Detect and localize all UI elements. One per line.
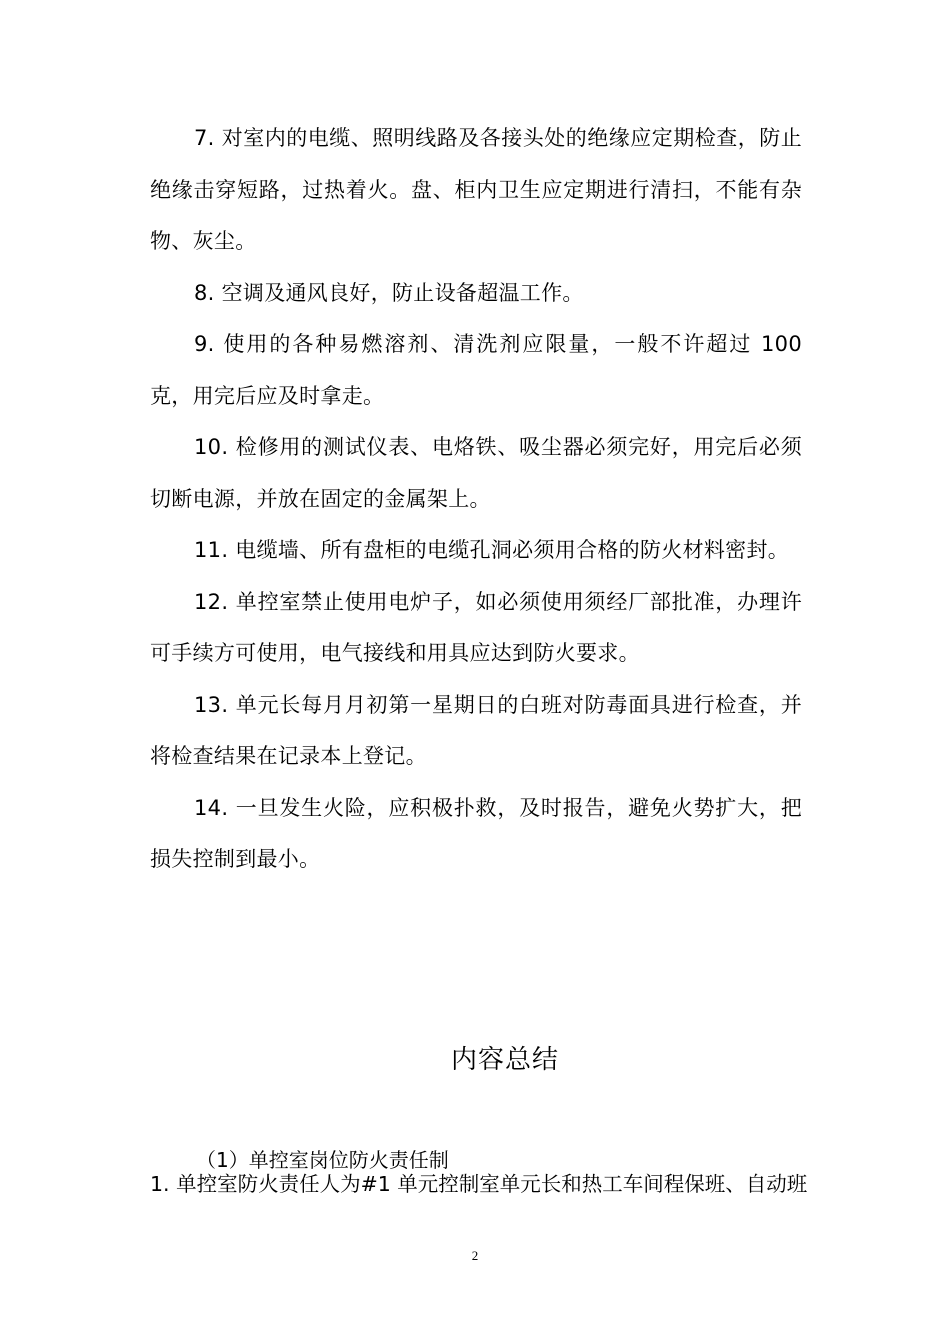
rule-paragraph-8: 8. 空调及通风良好，防止设备超温工作。 <box>194 280 584 305</box>
rule-paragraph-7: 7. 对室内的电缆、照明线路及各接头处的绝缘应定期检查，防止绝缘击穿短路，过热着火。盘、柜内卫生应定期进行清扫，不能有杂物、灰尘。 <box>150 126 802 253</box>
rule-paragraph-14: 14. 一旦发生火险，应积极扑救，及时报告，避免火势扩大，把损失控制到最小。 <box>150 795 802 871</box>
section-first-line: 1. 单控室防火责任人为#1 单元控制室单元长和热工车间程保班、自动班 <box>150 1172 808 1196</box>
rules-list <box>150 113 802 886</box>
rule-paragraph-11: 11. 电缆墙、所有盘柜的电缆孔洞必须用合格的防火材料密封。 <box>194 538 790 562</box>
rule-paragraph-9: 9. 使用的各种易燃溶剂、清洗剂应限量，一般不许超过 100 克，用完后应及时拿走。 <box>150 332 802 408</box>
summary-title: 内容总结 <box>450 1045 559 1075</box>
page-number: 2 <box>471 1248 479 1263</box>
section-sub-heading: （1）单控室岗位防火责任制 <box>196 1148 449 1172</box>
rule-paragraph-13: 13. 单元长每月月初第一星期日的白班对防毒面具进行检查，并将检查结果在记录本上登记。 <box>150 692 802 768</box>
rule-paragraph-12: 12. 单控室禁止使用电炉子，如必须使用须经厂部批准，办理许可手续方可使用，电气接线和用具应达到防火要求。 <box>150 589 802 665</box>
rule-paragraph-10: 10. 检修用的测试仪表、电烙铁、吸尘器必须完好，用完后必须切断电源，并放在固定的金属架上。 <box>150 435 802 511</box>
